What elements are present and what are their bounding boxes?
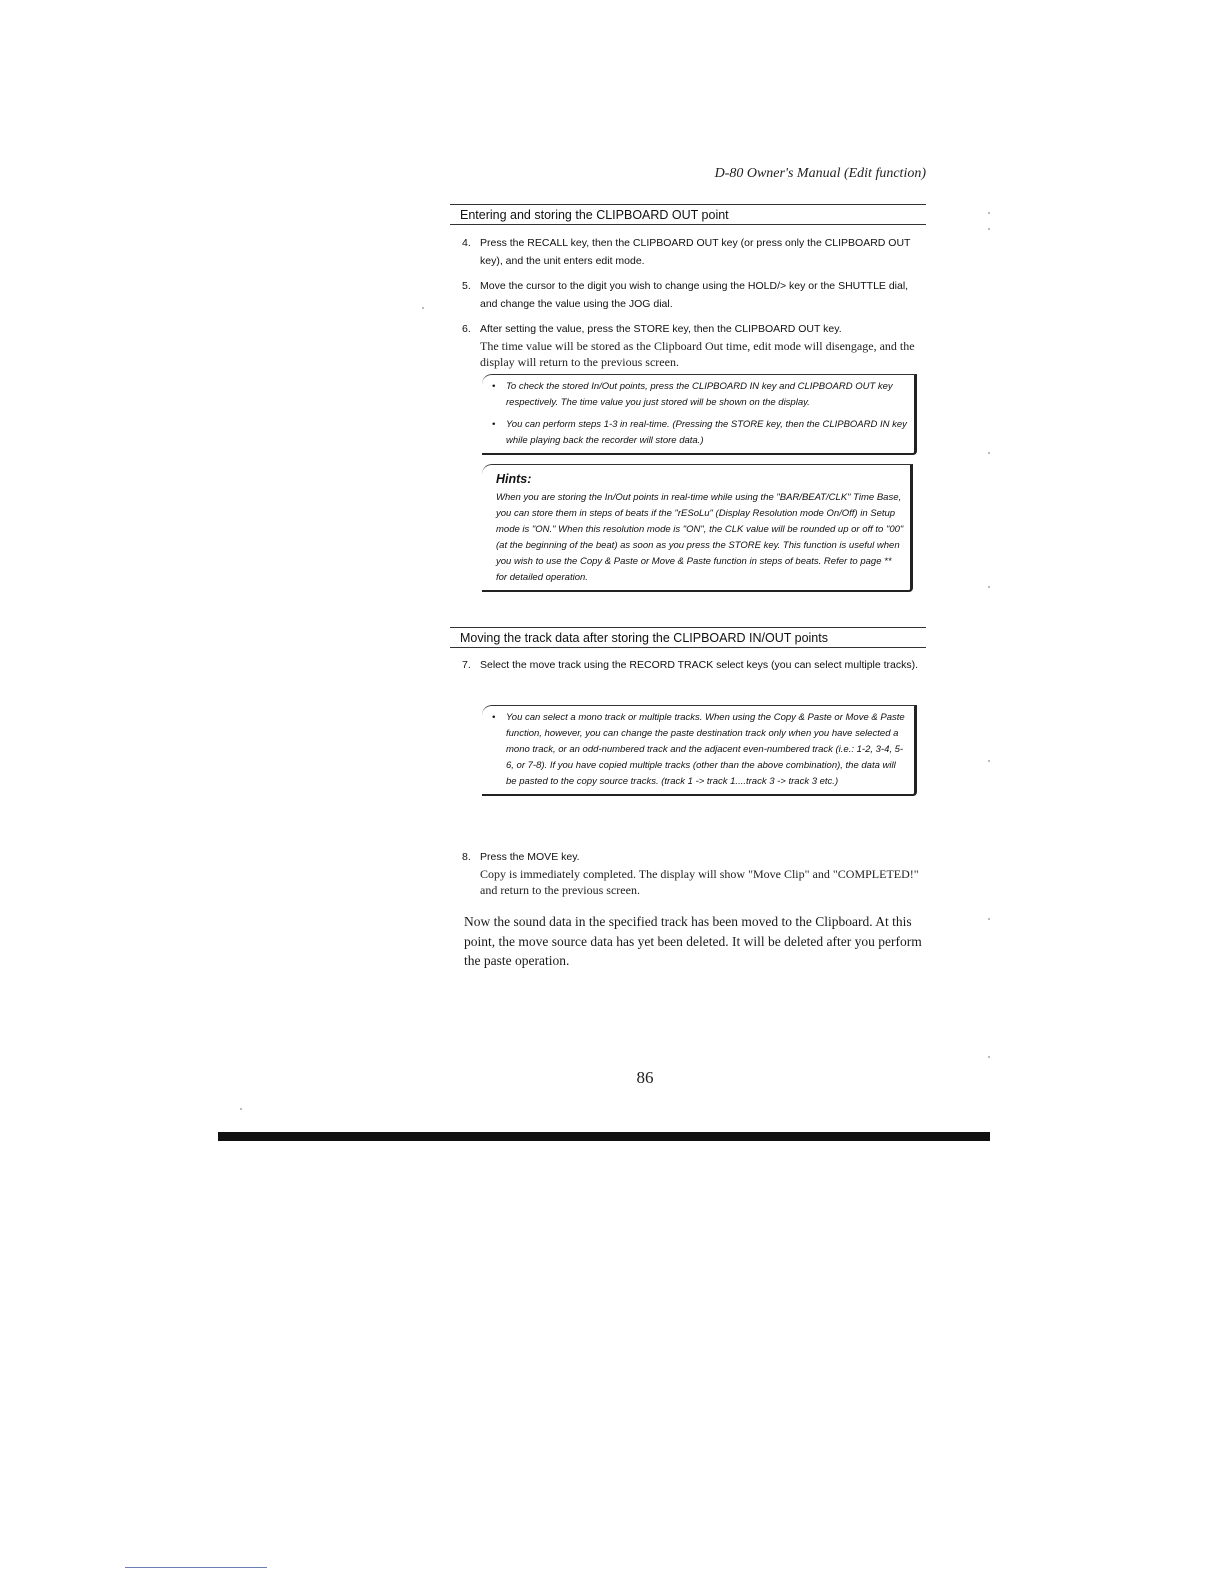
step-number: 4. xyxy=(462,237,471,249)
step-text: Select the move track using the RECORD TRACK select keys (you can select multiple tracks). xyxy=(480,659,919,671)
step-text: Press the RECALL key, then the CLIPBOARD OUT key (or press only the CLIPBOARD OUT key), and the unit enters edit mode. xyxy=(480,237,911,267)
footer-rule xyxy=(125,1567,267,1568)
section-moving-track-data xyxy=(450,627,926,648)
section-heading: Entering and storing the CLIPBOARD OUT point xyxy=(450,204,926,225)
section-heading: Moving the track data after storing the CLIPBOARD IN/OUT points xyxy=(450,627,926,648)
note-box-mono-track xyxy=(482,705,917,796)
hints-text: When you are storing the In/Out points in real-time while using the "BAR/BEAT/CLK" Time Base, you can store them in steps of beats if the "rESoLu" (Display Resolution mode On/Off) in Setup mode is "ON." When this resolution mode is "ON", the CLK value will be rounded up or off to "00" (at the beginning of the beat) as soon as you press the STORE key. This function is useful when you wish to use the Copy & Paste or Move & Paste function in steps of beats. Refer to page ** for detailed operation. xyxy=(496,492,904,583)
note-text: You can select a mono track or multiple tracks. When using the Copy & Paste or Move & Paste function, however, you can change the paste destination track only when you have selected a mono track, or an odd-numbered track and the adjacent even-numbered track (i.e.: 1-2, 3-4, 5-6, or 7-8). If you have copied multiple tracks (other than the above combination), the data will be pasted to the copy source tracks. (track 1 -> track 1....track 3 -> track 3 etc.) xyxy=(506,712,905,787)
scan-speck xyxy=(988,1056,990,1058)
step-detail: The time value will be stored as the Clipboard Out time, edit mode will disengage, and the display will return to the previous screen. xyxy=(480,339,915,369)
page-header: D-80 Owner's Manual (Edit function) xyxy=(714,166,926,181)
hints-box xyxy=(482,464,913,592)
page-number: 86 xyxy=(636,1068,654,1087)
step-text: Move the cursor to the digit you wish to change using the HOLD/> key or the SHUTTLE dial, and change the value using the JOG dial. xyxy=(480,280,909,310)
scan-speck xyxy=(988,760,990,762)
note-bullet xyxy=(492,379,908,411)
scan-speck xyxy=(988,228,990,230)
note-bullet xyxy=(492,710,908,790)
step-7 xyxy=(462,656,928,674)
scan-speck xyxy=(240,1108,242,1110)
note-text: You can perform steps 1-3 in real-time. (Pressing the STORE key, then the CLIPBOARD IN key while playing back the recorder will store data.) xyxy=(506,419,907,446)
hints-title: Hints: xyxy=(496,472,532,486)
note-bullet xyxy=(492,417,908,449)
section-entering-clipboard-out xyxy=(450,204,926,225)
step-detail: Copy is immediately completed. The display will show "Move Clip" and "COMPLETED!" and return to the previous screen. xyxy=(480,867,919,897)
step-4 xyxy=(462,234,928,270)
bullet-icon: • xyxy=(492,419,496,430)
step-text: Press the MOVE key. xyxy=(480,851,580,863)
step-5 xyxy=(462,277,928,313)
step-8 xyxy=(462,848,928,898)
step-number: 6. xyxy=(462,323,471,335)
scan-speck xyxy=(988,586,990,588)
scan-speck xyxy=(988,452,990,454)
scan-speck xyxy=(988,918,990,920)
bullet-icon: • xyxy=(492,712,496,723)
bottom-divider-bar xyxy=(218,1132,990,1141)
step-6 xyxy=(462,320,928,370)
bullet-icon: • xyxy=(492,381,496,392)
step-number: 7. xyxy=(462,659,471,671)
scan-speck xyxy=(422,307,424,309)
step-number: 8. xyxy=(462,851,471,863)
note-box-storage xyxy=(482,374,917,455)
closing-paragraph: Now the sound data in the specified track has been moved to the Clipboard. At this point, the move source data has yet been deleted. It will be deleted after you perform the paste operation. xyxy=(464,914,922,968)
step-text: After setting the value, press the STORE key, then the CLIPBOARD OUT key. xyxy=(480,323,842,335)
note-text: To check the stored In/Out points, press the CLIPBOARD IN key and CLIPBOARD OUT key respectively. The time value you just stored will be shown on the display. xyxy=(506,381,893,408)
step-number: 5. xyxy=(462,280,471,292)
scan-speck xyxy=(988,212,990,214)
